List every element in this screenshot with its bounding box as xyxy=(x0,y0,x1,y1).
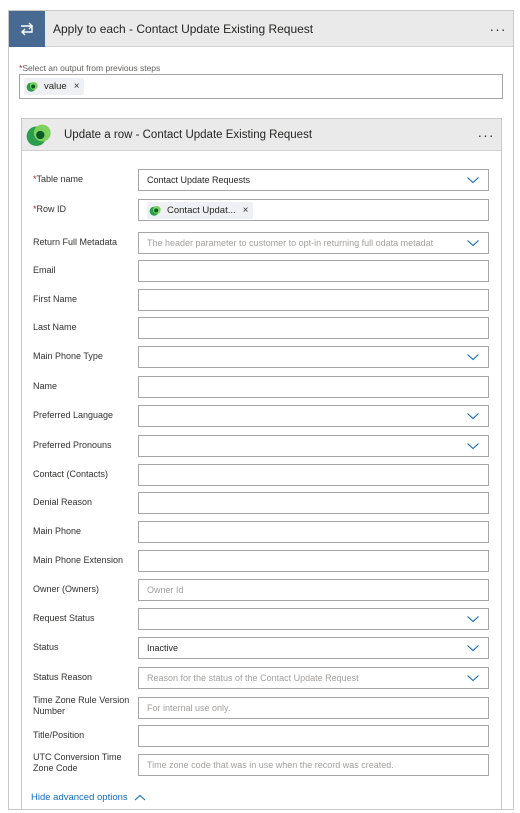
dataverse-icon xyxy=(26,80,39,93)
more-icon[interactable]: ··· xyxy=(477,126,495,143)
chevron-up-icon xyxy=(133,793,147,803)
chevron-down-icon[interactable] xyxy=(458,436,488,456)
field-label-first-name xyxy=(33,294,138,305)
row-id-token-label: Contact Updat... xyxy=(167,205,236,216)
chevron-down-icon[interactable] xyxy=(458,638,488,658)
field-label-text: Name xyxy=(33,381,58,391)
select-output-input[interactable] xyxy=(19,74,503,99)
field-label-text: Preferred Language xyxy=(33,410,114,420)
field-label-email xyxy=(33,265,138,276)
value-token-label: value xyxy=(44,81,67,92)
value-token[interactable] xyxy=(24,78,84,95)
field-label-status-reason xyxy=(33,672,138,683)
field-label-status xyxy=(33,642,138,653)
input-utc-conversion-time-zone-code[interactable] xyxy=(138,754,489,776)
field-label-text: Return Full Metadata xyxy=(33,237,118,247)
more-icon[interactable]: ··· xyxy=(489,20,507,37)
field-label-text: Table name xyxy=(36,174,84,184)
select-output-label xyxy=(19,63,160,73)
update-row-header[interactable] xyxy=(22,119,501,151)
field-label-contact-contacts xyxy=(33,469,138,480)
required-mark: * xyxy=(33,174,37,184)
field-label-text: Last Name xyxy=(33,322,77,332)
field-label-text: Status xyxy=(33,642,59,652)
field-label-last-name xyxy=(33,322,138,333)
field-label-text: Main Phone xyxy=(33,526,82,536)
input-main-phone[interactable] xyxy=(138,521,489,543)
dropdown-status[interactable] xyxy=(138,637,489,659)
input-first-name[interactable] xyxy=(138,289,489,311)
chevron-down-icon[interactable] xyxy=(458,668,488,688)
field-label-main-phone-type xyxy=(33,351,138,362)
field-label-text: Owner (Owners) xyxy=(33,584,100,594)
hide-advanced-options-label: Hide advanced options xyxy=(31,792,128,803)
field-placeholder: For internal use only. xyxy=(147,703,231,713)
update-row-card xyxy=(21,118,502,810)
field-label-text: Denial Reason xyxy=(33,497,93,507)
field-label-text: Email xyxy=(33,265,56,275)
field-label-text: First Name xyxy=(33,294,78,304)
input-email[interactable] xyxy=(138,260,489,282)
field-label-utc-conversion-time-zone-code xyxy=(33,752,138,774)
dropdown-return-full-metadata[interactable] xyxy=(138,232,489,254)
input-title-position[interactable] xyxy=(138,725,489,747)
field-label-text: Request Status xyxy=(33,613,95,623)
chevron-down-icon[interactable] xyxy=(458,609,488,629)
field-value: Inactive xyxy=(147,643,179,653)
field-label-request-status xyxy=(33,613,138,624)
field-label-time-zone-rule-version-number xyxy=(33,695,138,717)
input-main-phone-extension[interactable] xyxy=(138,550,489,572)
dropdown-preferred-language[interactable] xyxy=(138,405,489,427)
field-label-return-full-metadata xyxy=(33,237,138,248)
field-label-text: Main Phone Extension xyxy=(33,555,124,565)
input-contact-contacts[interactable] xyxy=(138,464,489,486)
required-mark: * xyxy=(19,63,23,73)
field-placeholder: Time zone code that was in use when the record was created. xyxy=(147,760,394,770)
row-id-token[interactable] xyxy=(147,202,253,219)
dropdown-request-status[interactable] xyxy=(138,608,489,630)
field-label-text: Title/Position xyxy=(33,730,85,740)
loop-icon xyxy=(9,11,45,47)
dataverse-icon xyxy=(149,204,162,217)
field-label-row-id xyxy=(33,204,138,215)
input-name[interactable] xyxy=(138,376,489,398)
field-label-text: Main Phone Type xyxy=(33,351,103,361)
field-label-name xyxy=(33,381,138,392)
field-label-text: UTC Conversion Time Zone Code xyxy=(33,752,122,773)
field-placeholder: Reason for the status of the Contact Update Request xyxy=(147,673,359,683)
dropdown-table-name[interactable] xyxy=(138,169,489,191)
chevron-down-icon[interactable] xyxy=(458,233,488,253)
select-output-label-text: Select an output from previous steps xyxy=(22,63,161,73)
update-row-title: Update a row - Contact Update Existing Request xyxy=(64,128,313,141)
dataverse-icon xyxy=(22,119,56,151)
apply-to-each-title: Apply to each - Contact Update Existing Request xyxy=(53,21,314,36)
field-label-text: Time Zone Rule Version Number xyxy=(33,695,130,716)
dropdown-main-phone-type[interactable] xyxy=(138,346,489,368)
input-last-name[interactable] xyxy=(138,317,489,339)
field-label-text: Status Reason xyxy=(33,672,93,682)
field-label-denial-reason xyxy=(33,497,138,508)
field-value: Contact Update Requests xyxy=(147,175,251,185)
field-label-preferred-language xyxy=(33,410,138,421)
input-owner-owners[interactable] xyxy=(138,579,489,601)
input-time-zone-rule-version-number[interactable] xyxy=(138,697,489,719)
field-label-text: Contact (Contacts) xyxy=(33,469,109,479)
input-row-id[interactable] xyxy=(138,199,489,221)
input-denial-reason[interactable] xyxy=(138,492,489,514)
field-label-title-position xyxy=(33,730,138,741)
field-label-text: Preferred Pronouns xyxy=(33,440,112,450)
required-mark: * xyxy=(33,204,37,214)
dropdown-preferred-pronouns[interactable] xyxy=(138,435,489,457)
chevron-down-icon[interactable] xyxy=(458,170,488,190)
field-label-main-phone-extension xyxy=(33,555,138,566)
field-label-preferred-pronouns xyxy=(33,440,138,451)
field-label-main-phone xyxy=(33,526,138,537)
chevron-down-icon[interactable] xyxy=(458,347,488,367)
field-placeholder: Owner Id xyxy=(147,585,184,595)
close-icon[interactable]: × xyxy=(73,81,80,92)
close-icon[interactable]: × xyxy=(242,205,249,216)
chevron-down-icon[interactable] xyxy=(458,406,488,426)
field-label-owner-owners xyxy=(33,584,138,595)
field-placeholder: The header parameter to customer to opt-in returning full odata metadat xyxy=(147,238,434,248)
field-label-table-name xyxy=(33,174,138,185)
hide-advanced-options-link[interactable] xyxy=(31,792,147,803)
apply-to-each-card xyxy=(8,10,514,810)
field-label-text: Row ID xyxy=(36,204,67,214)
dropdown-status-reason[interactable] xyxy=(138,667,489,689)
apply-to-each-header[interactable] xyxy=(9,11,513,47)
